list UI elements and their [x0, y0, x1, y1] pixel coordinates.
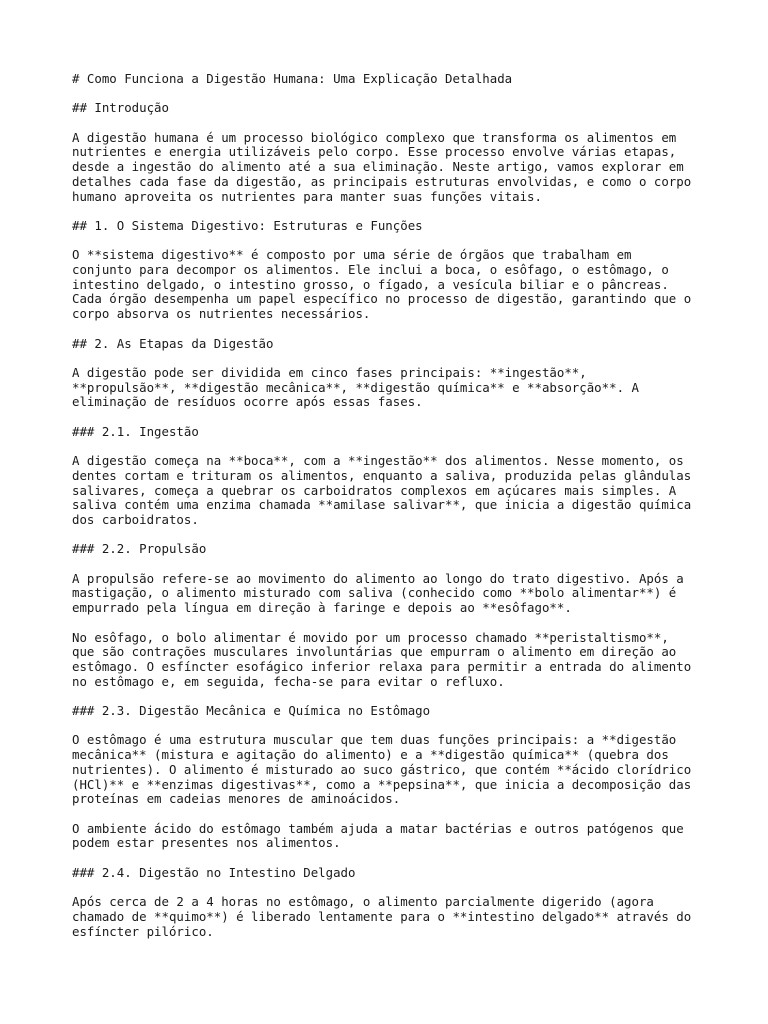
- paragraph-introducao: A digestão humana é um processo biológico complexo que transforma os alimentos em nutrientes e energia utilizáveis pelo corpo. Esse processo envolve várias etapas, desde a ingestão do alimento até a sua eliminação. Neste artigo, vamos explorar em detalhes cada fase da digestão, as principais estruturas envolvidas, e como o corpo humano aproveita os nutrientes para manter suas funções vitais.: [72, 129, 692, 204]
- paragraph-sistema-digestivo: O **sistema digestivo** é composto por uma série de órgãos que trabalham em conjunto para decompor os alimentos. Ele inclui a boca, o esôfago, o estômago, o intestino delgado, o intestino grosso, o fígado, a vesícula biliar e o pâncreas. Cada órgão desempenha um papel específico no processo de digestão, garantindo que o corpo absorva os nutrientes necessários.: [72, 247, 692, 322]
- heading-ingestao: ### 2.1. Ingestão: [72, 423, 199, 439]
- heading-etapas: ## 2. As Etapas da Digestão: [72, 335, 274, 351]
- paragraph-ingestao: A digestão começa na **boca**, com a **ingestão** dos alimentos. Nesse momento, os dentes cortam e trituram os alimentos, enquanto a saliva, produzida pelas glândulas salivares, começa a quebrar os carboidratos complexos em açúcares mais simples. A saliva contém uma enzima chamada **amilase salivar**, que inicia a digestão química dos carboidratos.: [72, 453, 692, 527]
- heading-intestino-delgado: ### 2.4. Digestão no Intestino Delgado: [72, 864, 356, 880]
- paragraph-intestino-delgado: Após cerca de 2 a 4 horas no estômago, o alimento parcialmente digerido (agora chamado de **quimo**) é liberado lentamente para o **intestino delgado** através do esfíncter pilórico.: [72, 894, 692, 939]
- paragraph-etapas: A digestão pode ser dividida em cinco fases principais: **ingestão**, **propulsão**, **digestão mecânica**, **digestão química** e **absorção**. A eliminação de resíduos ocorre após essas fases.: [72, 364, 639, 410]
- paragraph-propulsao-2: No esôfago, o bolo alimentar é movido por um processo chamado **peristaltismo**, que são contrações musculares involuntárias que empurram o alimento em direção ao estômago. O esfíncter esofágico inferior relaxa para permitir a entrada do alimento no estômago e, em seguida, fecha-se para evitar o refluxo.: [72, 629, 692, 689]
- heading-title: # Como Funciona a Digestão Humana: Uma Explicação Detalhada: [72, 71, 513, 86]
- heading-sistema-digestivo: ## 1. O Sistema Digestivo: Estruturas e Funções: [72, 217, 423, 233]
- paragraph-estomago-1: O estômago é uma estrutura muscular que tem duas funções principais: a **digestão mecânica** (mistura e agitação do alimento) e a **digestão química** (quebra dos nutrientes). O alimento é misturado ao suco gástrico, que contém **ácido clorídrico (HCl)** e **enzimas digestivas**, como a **pepsina**, que inicia a decomposição das proteínas em cadeias menores de aminoácidos.: [72, 732, 692, 807]
- heading-estomago: ### 2.3. Digestão Mecânica e Química no Estômago: [72, 703, 431, 719]
- document-page: [72, 72, 702, 954]
- heading-introducao: ## Introdução: [72, 100, 169, 116]
- paragraph-estomago-2: O ambiente ácido do estômago também ajuda a matar bactérias e outros patógenos que podem estar presentes nos alimentos.: [72, 820, 684, 851]
- heading-propulsao: ### 2.2. Propulsão: [72, 541, 207, 557]
- paragraph-propulsao-1: A propulsão refere-se ao movimento do alimento ao longo do trato digestivo. Após a mastigação, o alimento misturado com saliva (conhecido como **bolo alimentar**) é empurrado pela língua em direção à faringe e depois ao **esôfago**.: [72, 570, 684, 616]
